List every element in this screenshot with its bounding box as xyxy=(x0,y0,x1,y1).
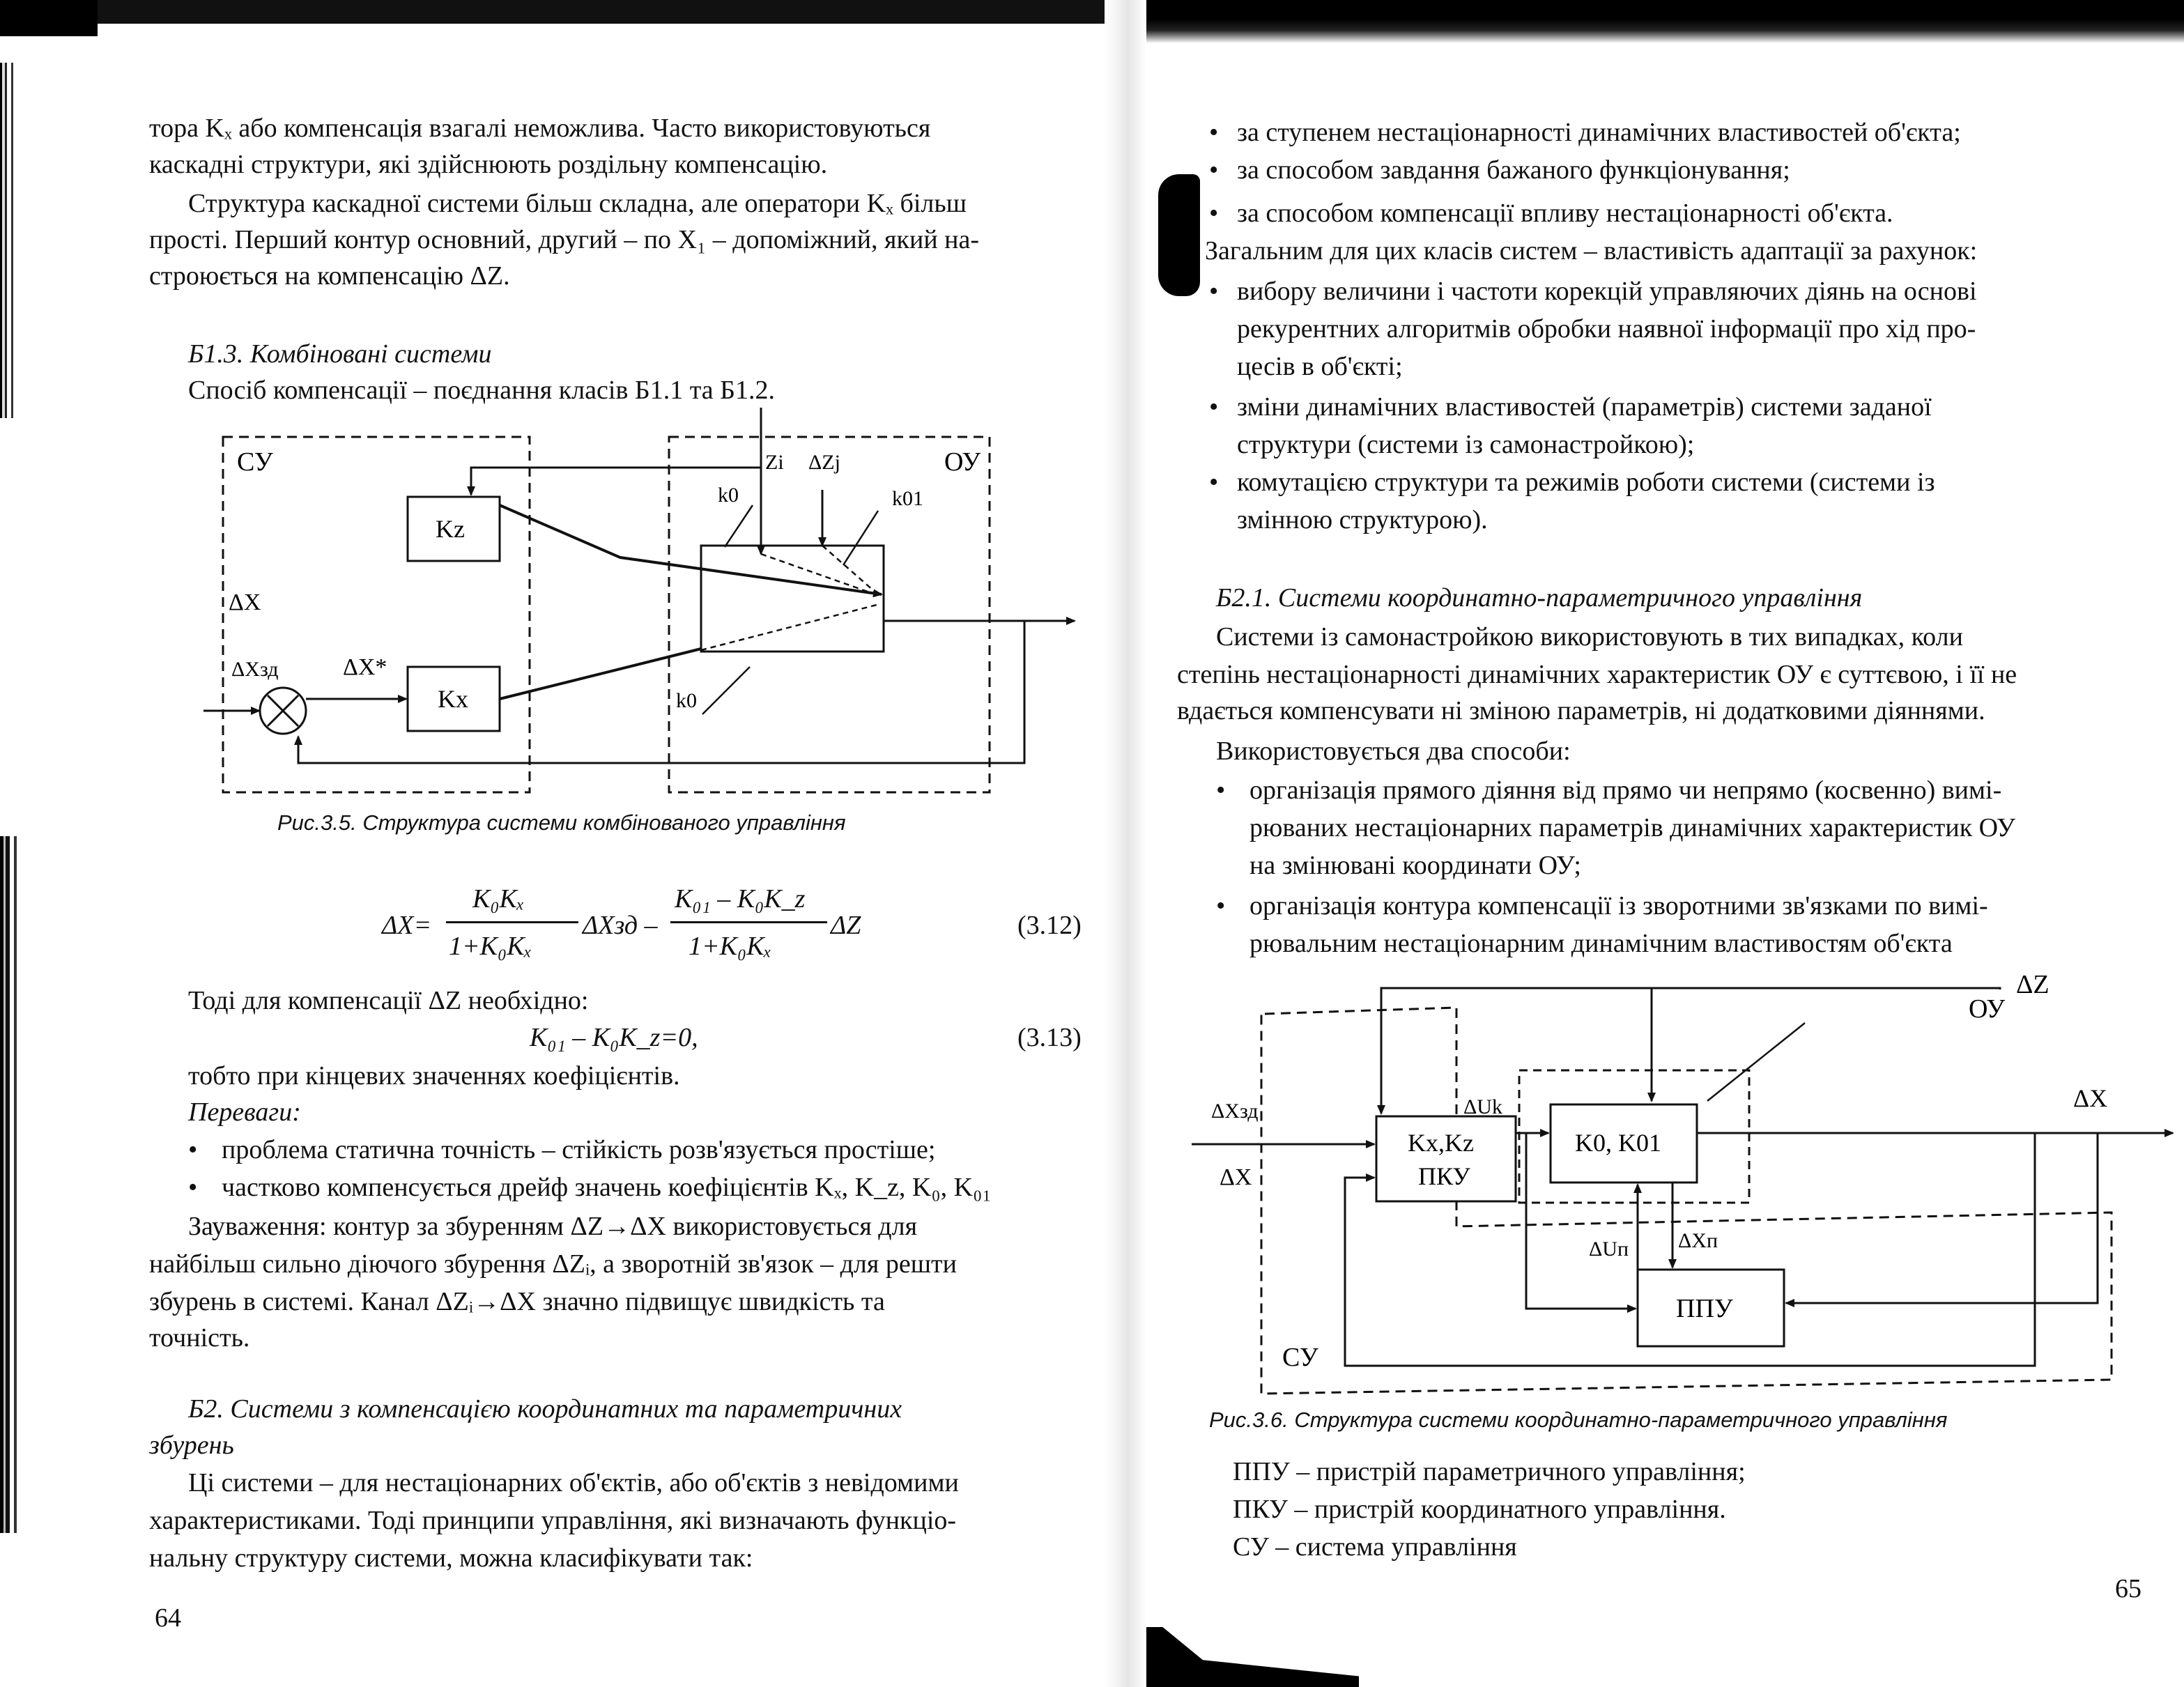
su-dashed-boundary xyxy=(223,437,530,792)
bullet-dot: • xyxy=(1209,155,1219,185)
bullet-dot: • xyxy=(1209,277,1219,306)
bullet-dot: • xyxy=(1216,891,1226,920)
label-su: СУ xyxy=(1282,1343,1318,1372)
label-k0-k01: K0, K01 xyxy=(1575,1129,1661,1157)
paragraph-line: Зауваження: контур за збуренням ΔZ→ΔX використовується для xyxy=(188,1212,918,1241)
section-heading-b13: Б1.3. Комбіновані системи xyxy=(188,339,492,369)
eq-number: (3.12) xyxy=(1017,911,1082,940)
label-pku-bottom: ПКУ xyxy=(1418,1162,1470,1190)
legend-line: ПКУ – пристрій координатного управління. xyxy=(1233,1495,1726,1524)
bullet-item: за способом компенсації впливу нестаціонарності об'єкта. xyxy=(1237,199,1893,228)
paragraph-line: Використовується два способи: xyxy=(1216,737,1571,766)
book-spine xyxy=(1105,0,1146,1687)
object-block xyxy=(701,546,884,652)
label-duk: ΔUk xyxy=(1463,1095,1502,1118)
scan-mark xyxy=(1136,1627,1359,1687)
paragraph-line: прості. Перший контур основний, другий – по X₁ – допоміжний, який на- xyxy=(149,225,980,254)
figure-3-5-diagram xyxy=(195,408,1087,805)
label-k0-bottom: k0 xyxy=(676,689,697,712)
advantages-heading: Переваги: xyxy=(188,1097,301,1127)
paragraph-line: характеристиками. Тоді принципи управління, які визначають функціо- xyxy=(149,1506,957,1535)
label-dxzd: ΔXзд xyxy=(231,658,279,681)
bullet-item-cont: рюваних нестаціонарних параметрів динамічних характеристик ОУ xyxy=(1249,813,2015,842)
scan-edge-lower xyxy=(0,836,35,1533)
label-dx: ΔX xyxy=(229,590,261,615)
label-ou: ОУ xyxy=(1969,994,2006,1024)
figure-3-6-caption: Рис.3.6. Структура системи координатно-параметричного управління xyxy=(1209,1408,1948,1432)
eq-frac2-den: 1+K₀Kₓ xyxy=(689,932,772,961)
paragraph-line: Спосіб компенсації – поєднання класів Б1.1 та Б1.2. xyxy=(188,376,775,405)
eq-frac1-num: K₀Kₓ xyxy=(472,884,525,914)
bullet-item-cont: рекурентних алгоритмів обробки наявної інформації про хід про- xyxy=(1237,314,1976,344)
label-ppu: ППУ xyxy=(1676,1294,1733,1323)
right-page xyxy=(1125,0,2184,1687)
bullet-item-cont: на змінювані координати ОУ; xyxy=(1249,851,1581,880)
label-dxstar: ΔX* xyxy=(343,654,387,680)
bullet-item: за ступенем нестаціонарності динамічних властивостей об'єкта; xyxy=(1237,118,1961,147)
label-dup: ΔUп xyxy=(1589,1238,1629,1261)
legend-line: ППУ – пристрій параметричного управління; xyxy=(1233,1457,1746,1486)
bullet-dot: • xyxy=(1209,199,1219,228)
paragraph-line: Тоді для компенсації ΔZ необхідно: xyxy=(188,986,589,1015)
scan-shadow-top xyxy=(1125,0,2184,43)
bullet-item: вибору величини і частоти корекцій управляючих діянь на основі xyxy=(1237,277,1977,306)
eq-number: (3.13) xyxy=(1017,1023,1082,1052)
bullet-item: організація прямого діяння від прямо чи непрямо (косвенно) вимі- xyxy=(1249,776,2002,805)
bullet-dot: • xyxy=(1209,118,1219,147)
scan-shadow-top xyxy=(0,0,1125,24)
scan-shadow-corner xyxy=(0,0,98,36)
paragraph-line: Структура каскадної системи більш складна, але оператори Kₓ більш xyxy=(188,189,967,218)
bullet-item: організація контура компенсації із зворотними зв'язками по вимі- xyxy=(1249,891,1988,920)
bullet-item-cont: рювальним нестаціонарним динамічним властивостям об'єкта xyxy=(1249,929,1953,958)
label-dzj: ΔZj xyxy=(808,451,840,474)
bullet-item-cont: змінною структурою). xyxy=(1237,505,1488,534)
label-dxzd: ΔXзд xyxy=(1211,1100,1259,1123)
paragraph-line: Системи із самонастройкою використовують в тих випадках, коли xyxy=(1216,622,1963,652)
eq-lhs: ΔX= xyxy=(382,911,432,940)
paragraph-line: степінь нестаціонарності динамічних характеристик ОУ є суттєвою, і її не xyxy=(1177,660,2017,689)
figure-3-6-diagram xyxy=(1192,969,2174,1415)
scan-edge-upper xyxy=(0,63,35,418)
eq-term2: ΔZ xyxy=(831,911,861,940)
bullet-item-cont: структури (системи із самонастройкою); xyxy=(1237,430,1695,459)
figure-3-5-caption: Рис.3.5. Структура системи комбінованого управління xyxy=(277,810,846,835)
bullet-item: зміни динамічних властивостей (параметрів) системи заданої xyxy=(1237,392,1932,422)
bullet-item: комутацією структури та режимів роботи системи (системи із xyxy=(1237,468,1935,497)
paragraph-line: тобто при кінцевих значеннях коефіцієнтів. xyxy=(188,1061,680,1091)
page-number-right: 65 xyxy=(2115,1574,2141,1603)
label-kz: Kz xyxy=(436,515,465,543)
bullet-dot: • xyxy=(188,1173,198,1202)
label-dx-out: ΔX xyxy=(2073,1084,2108,1112)
eq-frac1-bar xyxy=(446,921,578,923)
label-pku-top: Kx,Kz xyxy=(1408,1129,1474,1157)
equation-3-13: K₀₁ – K₀K_z=0, xyxy=(530,1023,698,1052)
label-dx-in: ΔX xyxy=(1220,1164,1252,1190)
label-ou: ОУ xyxy=(944,447,981,477)
eq-term1: ΔXзд – xyxy=(583,911,658,940)
bullet-dot: • xyxy=(1216,776,1226,805)
label-k01: k01 xyxy=(892,487,923,510)
eq-frac2-num: K₀₁ – K₀K_z xyxy=(675,884,806,914)
bullet-item-cont: цесів в об'єкті; xyxy=(1237,352,1403,381)
label-su: СУ xyxy=(237,447,273,477)
bullet-dot: • xyxy=(188,1135,198,1164)
paragraph-line: каскадні структури, які здійснюють роздільну компенсацію. xyxy=(149,150,828,179)
paragraph-line: збурень в системі. Канал ΔZᵢ→ΔX значно підвищує швидкість та xyxy=(149,1287,885,1316)
label-kx: Kx xyxy=(438,685,468,713)
paragraph-line: строюється на компенсацію ΔZ. xyxy=(149,261,510,291)
advantage-item: проблема статична точність – стійкість розв'язується простіше; xyxy=(222,1135,936,1164)
label-dz: ΔZ xyxy=(2016,970,2050,999)
advantage-item: частково компенсується дрейф значень коефіцієнтів Kₓ, K_z, K₀, K₀₁ xyxy=(222,1173,992,1202)
paragraph-line: Загальним для цих класів систем – властивість адаптації за рахунок: xyxy=(1205,236,1978,265)
bullet-item: за способом завдання бажаного функціонування; xyxy=(1237,155,1790,185)
section-heading-b21: Б2.1. Системи координатно-параметричного управління xyxy=(1216,583,1863,613)
paragraph-line: точність. xyxy=(149,1323,250,1353)
label-dxp: ΔXп xyxy=(1678,1229,1718,1252)
label-zi: Zi xyxy=(765,451,784,474)
bullet-dot: • xyxy=(1209,392,1219,422)
page-number-left: 64 xyxy=(155,1603,181,1633)
bullet-dot: • xyxy=(1209,468,1219,497)
section-heading-b2: Б2. Системи з компенсацією координатних та параметричних xyxy=(188,1394,902,1424)
paragraph-line: нальну структуру системи, можна класифікувати так: xyxy=(149,1543,753,1573)
section-heading-b2-cont: збурень xyxy=(149,1431,234,1460)
paragraph-line: найбільш сильно діючого збурення ΔZᵢ, а зворотній зв'язок – для решти xyxy=(149,1249,957,1279)
paragraph-line: тора Kₓ або компенсація взагалі неможлива. Часто використовуютьcя xyxy=(149,114,931,143)
paragraph-line: Ці системи – для нестаціонарних об'єктів, або об'єктів з невідомими xyxy=(188,1468,959,1497)
eq-frac2-bar xyxy=(670,921,827,923)
eq-frac1-den: 1+K₀Kₓ xyxy=(449,932,532,961)
scan-mark xyxy=(1158,174,1200,296)
legend-line: СУ – система управління xyxy=(1233,1532,1517,1562)
label-k0-top: k0 xyxy=(718,484,739,507)
paragraph-line: вдається компенсувати ні зміною параметрів, ні додатковими діяннями. xyxy=(1177,696,1985,725)
